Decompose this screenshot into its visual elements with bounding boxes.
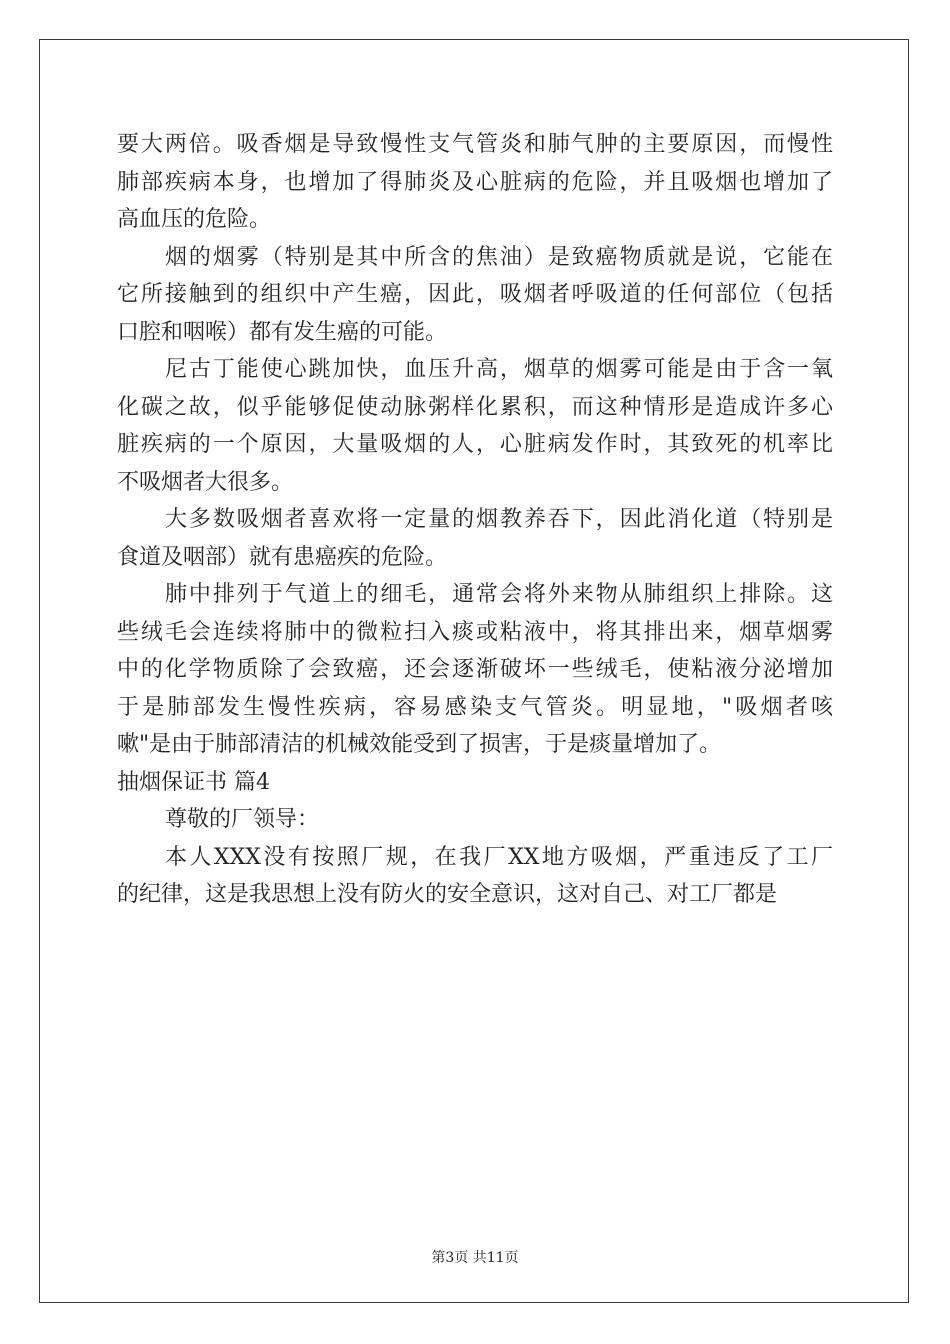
document-body [117, 126, 833, 914]
page-footer: 第3页 共11页 [431, 1250, 519, 1266]
paragraph-line: 高血压的危险。 [117, 207, 272, 232]
paragraph-line: 肺中排列于气道上的细毛，通常会将外来物从肺组织上排除。这 [165, 582, 833, 607]
paragraph-line: 口腔和咽喉）都有发生癌的可能。 [117, 319, 448, 345]
paragraph-line: 大多数吸烟者喜欢将一定量的烟教养吞下，因此消化道（特别是 [165, 507, 833, 532]
paragraph [117, 576, 833, 764]
section-heading: 抽烟保证书 篇4 [117, 769, 270, 795]
paragraph-line: 尼古丁能使心跳加快，血压升高，烟草的烟雾可能是由于含一氧 [165, 357, 833, 382]
paragraph-line: 食道及咽部）就有患癌疾的危险。 [117, 544, 448, 570]
paragraph [117, 239, 833, 352]
paragraph-line: 肺部疾病本身，也增加了得肺炎及心脏病的危险，并且吸烟也增加了 [117, 169, 833, 195]
paragraph-line: 不吸烟者大很多。 [117, 469, 294, 495]
paragraph-line: 嗽"是由于肺部清洁的机械效能受到了损害，于是痰量增加了。 [117, 732, 722, 757]
paragraph [117, 839, 833, 914]
paragraph-line: 脏疾病的一个原因，大量吸烟的人，心脏病发作时，其致死的机率比 [117, 432, 833, 457]
paragraph-line: 尊敬的厂领导： [165, 807, 320, 832]
paragraph-line: 于是肺部发生慢性疾病，容易感染支气管炎。明显地，"吸烟者咳 [117, 694, 833, 720]
paragraph-line: 化碳之故，似乎能够促使动脉粥样化累积，而这种情形是造成许多心 [117, 394, 833, 420]
paragraph-line: 它所接触到的组织中产生癌，因此，吸烟者呼吸道的任何部位（包括 [117, 282, 833, 307]
paragraph-line: 本人XXX没有按照厂规，在我厂XX地方吸烟，严重违反了工厂 [165, 844, 833, 870]
paragraph [117, 351, 833, 501]
paragraph [117, 801, 833, 839]
paragraph [117, 501, 833, 576]
paragraph-line: 烟的烟雾（特别是其中所含的焦油）是致癌物质就是说，它能在 [165, 244, 833, 270]
paragraph [117, 126, 833, 239]
paragraph-line: 要大两倍。吸香烟是导致慢性支气管炎和肺气肿的主要原因，而慢性 [117, 132, 833, 157]
paragraph-line: 中的化学物质除了会致癌，还会逐渐破坏一些绒毛，使粘液分泌增加 [117, 657, 833, 682]
paragraph-line: 的纪律，这是我思想上没有防火的安全意识，这对自己、对工厂都是 [117, 882, 778, 907]
paragraph-line: 些绒毛会连续将肺中的微粒扫入痰或粘液中，将其排出来，烟草烟雾 [117, 619, 833, 645]
